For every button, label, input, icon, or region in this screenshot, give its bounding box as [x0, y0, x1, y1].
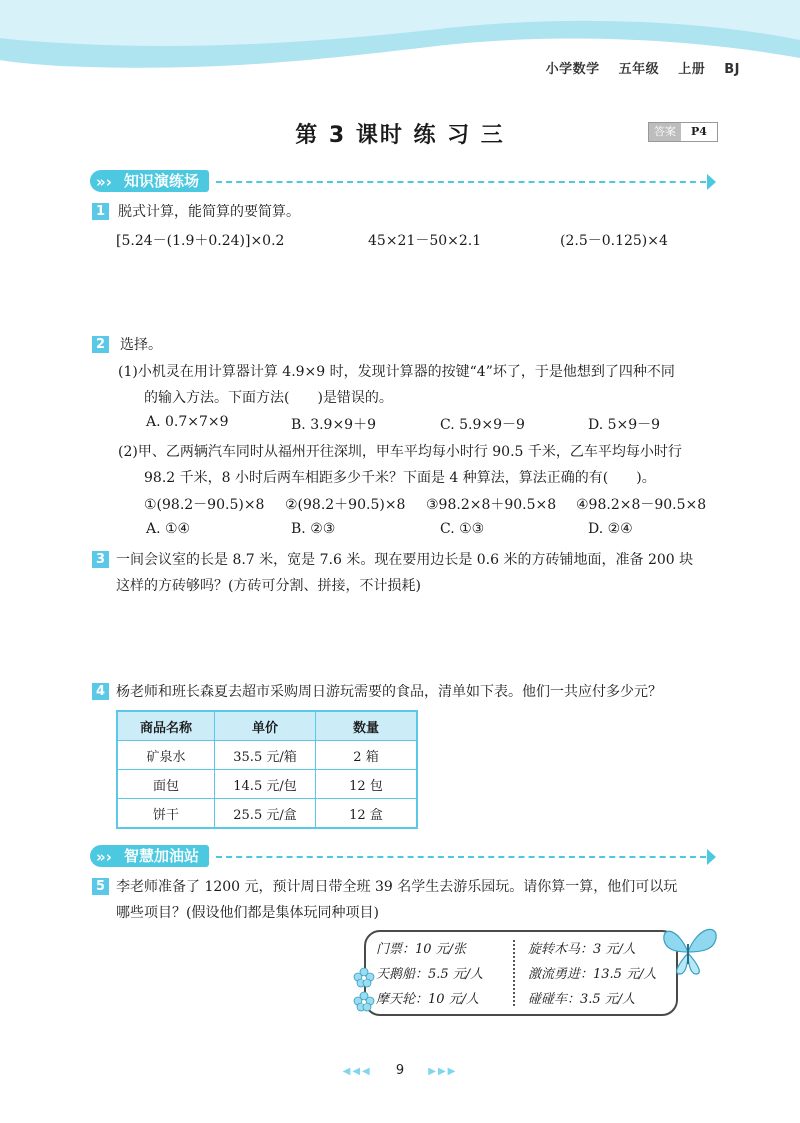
table-cell: 面包	[117, 770, 215, 799]
volume-label: 上册	[678, 62, 706, 77]
table-cell: 2 箱	[316, 741, 418, 770]
answer-page: P4	[691, 125, 707, 138]
table-cell: 25.5 元/盒	[215, 799, 316, 829]
header-wave-banner	[0, 0, 800, 95]
page-title: 第 3 课时 练 习 三	[295, 123, 505, 148]
q2-part1-option-c: C. 5.9×9－9	[440, 417, 525, 433]
page-footer	[0, 1063, 800, 1078]
q2-part2-option-b: B. ②③	[291, 521, 336, 537]
q2-method-2: ②(98.2＋90.5)×8	[285, 497, 406, 513]
double-chevron-icon: »›	[96, 173, 112, 191]
table-row	[117, 741, 417, 770]
butterfly-icon	[658, 922, 722, 982]
column-header: 数量	[316, 711, 418, 741]
section-title-practice: 知识演练场	[90, 170, 209, 192]
question-number-badge: 1	[92, 203, 109, 220]
q5-line2: 哪些项目？(假设他们都是集体玩同种项目)	[116, 905, 379, 921]
double-chevron-icon: »›	[96, 848, 112, 866]
price-item: 旋转木马：3 元/人	[528, 942, 636, 957]
table-row	[117, 799, 417, 829]
section-bar-practice	[90, 170, 716, 194]
dashed-divider	[216, 856, 706, 858]
table-row	[117, 770, 417, 799]
dashed-divider	[216, 181, 706, 183]
question-number-badge: 3	[92, 551, 109, 568]
flower-decoration-icon	[352, 966, 376, 1016]
q4-prompt: 杨老师和班长森夏去超市采购周日游玩需要的食品，清单如下表。他们一共应付多少元？	[116, 684, 662, 700]
q1-expression-3: (2.5－0.125)×4	[560, 233, 668, 249]
q2-part2-option-a: A. ①④	[146, 521, 191, 537]
q2-part2-line2: 98.2 千米，8 小时后两车相距多少千米？下面是 4 种算法，算法正确的有( )。	[144, 470, 656, 486]
q2-part2-option-d: D. ②④	[588, 521, 633, 537]
question-number-badge: 5	[92, 878, 109, 895]
table-cell: 矿泉水	[117, 741, 215, 770]
shopping-list-table	[116, 710, 418, 829]
q1-prompt: 脱式计算，能简算的要简算。	[118, 204, 300, 220]
table-cell: 35.5 元/箱	[215, 741, 316, 770]
answer-label: 答案	[649, 123, 681, 141]
price-item: 碰碰车：3.5 元/人	[528, 992, 636, 1007]
edition-label: BJ	[724, 62, 740, 77]
column-header: 单价	[215, 711, 316, 741]
price-item: 摩天轮：10 元/人	[376, 992, 480, 1007]
ride-price-board	[364, 930, 678, 1016]
question-number-badge: 4	[92, 683, 109, 700]
subject-label: 小学数学	[545, 62, 600, 77]
section-bar-wisdom	[90, 845, 716, 869]
q2-method-1: ①(98.2－90.5)×8	[144, 497, 265, 513]
table-header-row	[117, 711, 417, 741]
q2-part2-line1: (2)甲、乙两辆汽车同时从福州开往深圳，甲车平均每小时行 90.5 千米，乙车平均每小时行	[118, 444, 682, 460]
table-cell: 14.5 元/包	[215, 770, 316, 799]
page-number: 9	[395, 1063, 405, 1078]
q1-expression-1: [5.24－(1.9＋0.24)]×0.2	[116, 233, 285, 249]
arrow-tip-icon	[707, 174, 716, 190]
q2-part1-line1: (1)小机灵在用计算器计算 4.9×9 时，发现计算器的按键“4”坏了，于是他想到了四种不同	[118, 364, 675, 380]
price-item: 天鹅船：5.5 元/人	[376, 967, 484, 982]
grade-label: 五年级	[618, 62, 660, 77]
q2-method-4: ④98.2×8－90.5×8	[576, 497, 707, 513]
q2-part2-option-c: C. ①③	[440, 521, 485, 537]
price-item: 激流勇进：13.5 元/人	[528, 967, 657, 982]
dotted-divider	[513, 940, 515, 1006]
q5-line1: 李老师准备了 1200 元，预计周日带全班 39 名学生去游乐园玩。请你算一算，他们可以玩	[116, 879, 678, 895]
answer-reference-tag	[648, 122, 718, 142]
q1-expression-2: 45×21－50×2.1	[368, 233, 482, 249]
column-header: 商品名称	[117, 711, 215, 741]
table-cell: 12 盒	[316, 799, 418, 829]
arrow-tip-icon	[707, 849, 716, 865]
table-cell: 12 包	[316, 770, 418, 799]
question-number-badge: 2	[92, 336, 109, 353]
q3-line1: 一间会议室的长是 8.7 米，宽是 7.6 米。现在要用边长是 0.6 米的方砖铺地面，准备 200 块	[116, 552, 694, 568]
left-arrows-icon: ◀◀◀	[342, 1066, 372, 1077]
q2-part1-option-d: D. 5×9－9	[588, 417, 661, 433]
q3-line2: 这样的方砖够吗？(方砖可分割、拼接，不计损耗)	[116, 578, 421, 594]
q2-part1-line2: 的输入方法。下面方法( )是错误的。	[144, 390, 393, 406]
book-info	[532, 58, 740, 77]
price-item: 门票：10 元/张	[376, 942, 467, 957]
right-arrows-icon: ▶▶▶	[428, 1066, 458, 1077]
section-title-wisdom: 智慧加油站	[90, 845, 209, 867]
q2-part1-option-b: B. 3.9×9＋9	[291, 417, 376, 433]
q2-prompt: 选择。	[120, 337, 162, 353]
q2-part1-option-a: A. 0.7×7×9	[146, 414, 229, 430]
q2-method-3: ③98.2×8＋90.5×8	[426, 497, 557, 513]
table-cell: 饼干	[117, 799, 215, 829]
